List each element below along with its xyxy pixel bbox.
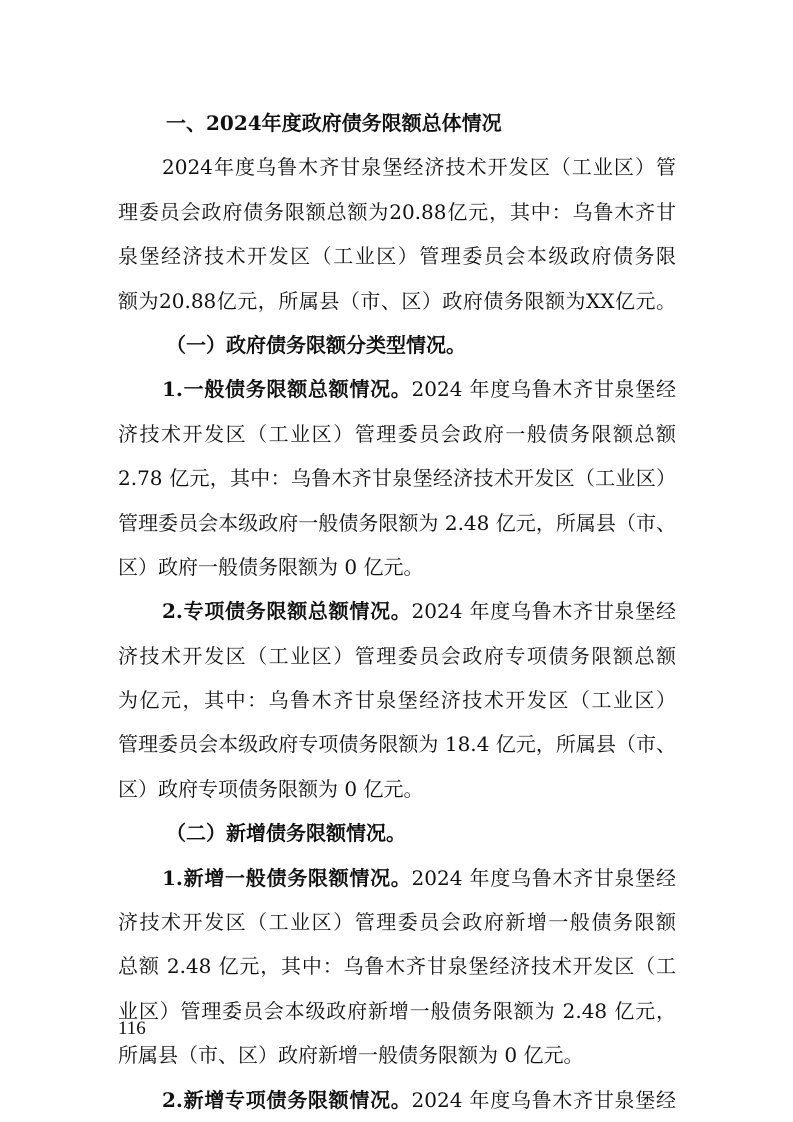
item-title-new-special-debt: 2.新增专项债务限额情况。	[162, 1087, 412, 1112]
paragraph-line: 区）政府专项债务限额为 0 亿元。	[118, 776, 424, 801]
paragraph-line: 区）政府一般债务限额为 0 亿元。	[118, 554, 424, 579]
paragraph-line: 管理委员会本级政府专项债务限额为 18.4 亿元，所属县（市、	[118, 732, 676, 757]
paragraph-line: 管理委员会本级政府一般债务限额为 2.48 亿元，所属县（市、	[118, 510, 676, 535]
paragraph-line	[118, 1078, 676, 1122]
paragraph-line: 额为20.88亿元，所属县（市、区）政府债务限额为XX亿元。	[118, 288, 676, 313]
paragraph-line	[118, 856, 676, 900]
paragraph-line: 济技术开发区（工业区）管理委员会政府一般债务限额总额	[118, 421, 676, 446]
page-number: 116	[118, 1018, 146, 1039]
item-title-general-debt: 1.一般债务限额总额情况。	[162, 377, 412, 402]
paragraph-overall	[118, 145, 676, 323]
paragraph-line: 总额 2.48 亿元，其中：乌鲁木齐甘泉堡经济技术开发区（工	[118, 954, 676, 979]
paragraph-line: 济技术开发区（工业区）管理委员会政府新增一般债务限额	[118, 910, 676, 935]
subsection-heading-by-type: （一）政府债务限额分类型情况。	[166, 332, 466, 357]
paragraph-line	[118, 589, 676, 633]
paragraph-line: 理委员会政府债务限额总额为20.88亿元，其中：乌鲁木齐甘	[118, 199, 676, 224]
paragraph-line: 济技术开发区（工业区）管理委员会政府专项债务限额总额	[118, 643, 676, 668]
paragraph-special-debt	[118, 589, 676, 811]
paragraph-new-general-debt	[118, 856, 676, 1078]
paragraph-line: 泉堡经济技术开发区（工业区）管理委员会本级政府债务限	[118, 244, 676, 269]
item-text: 2024 年度乌鲁木齐甘泉堡经	[411, 599, 676, 624]
item-text: 2024 年度乌鲁木齐甘泉堡经	[411, 1087, 676, 1112]
item-text: 2024 年度乌鲁木齐甘泉堡经	[411, 865, 676, 890]
paragraph-line: 2024年度乌鲁木齐甘泉堡经济技术开发区（工业区）管	[162, 155, 676, 180]
item-title-new-general-debt: 1.新增一般债务限额情况。	[162, 865, 412, 890]
subsection-heading-new-debt: （二）新增债务限额情况。	[166, 821, 406, 846]
paragraph-general-debt	[118, 367, 676, 589]
paragraph-line	[118, 367, 676, 411]
paragraph-line: 业区）管理委员会本级政府新增一般债务限额为 2.48 亿元，	[118, 998, 676, 1023]
document-body	[118, 101, 676, 1122]
paragraph-line: 为亿元，其中：乌鲁木齐甘泉堡经济技术开发区（工业区）	[118, 688, 676, 713]
paragraph-new-special-debt	[118, 1078, 676, 1122]
paragraph-line: 所属县（市、区）政府新增一般债务限额为 0 亿元。	[118, 1043, 584, 1068]
section-heading-overall: 一、2024年度政府债务限额总体情况	[166, 111, 502, 135]
paragraph-line: 2.78 亿元，其中：乌鲁木齐甘泉堡经济技术开发区（工业区）	[118, 466, 676, 491]
item-title-special-debt: 2.专项债务限额总额情况。	[162, 599, 412, 624]
item-text: 2024 年度乌鲁木齐甘泉堡经	[411, 377, 676, 402]
